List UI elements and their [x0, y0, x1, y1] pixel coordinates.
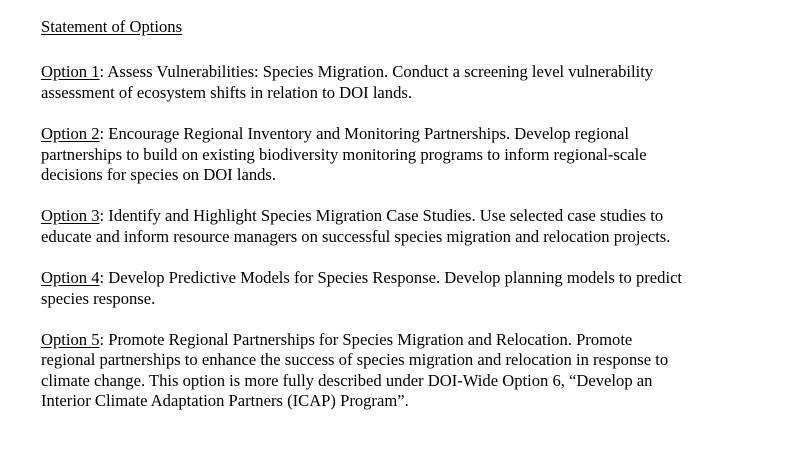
option-5-label: Option 5 — [41, 330, 100, 350]
option-4 — [41, 268, 776, 309]
option-3 — [41, 206, 776, 247]
option-5-text: : Promote Regional Partnerships for Species Migration and Relocation. Promote regional partnerships to enhance the success of species migration and relocation in response to climate change. This option is more fully described under DOI-Wide Option 6, “Develop an Interior Climate Adaptation Partners (ICAP) Program”. — [41, 330, 669, 411]
option-1-text: : Assess Vulnerabilities: Species Migration. Conduct a screening level vulnerability assessment of ecosystem shifts in relation to DOI lands. — [41, 62, 654, 102]
option-2 — [41, 124, 776, 185]
option-3-label: Option 3 — [41, 206, 100, 226]
option-5 — [41, 330, 776, 412]
option-3-text: : Identify and Highlight Species Migration Case Studies. Use selected case studies to educate and inform resource managers on successful species migration and relocation projects. — [41, 206, 671, 246]
option-2-label: Option 2 — [41, 124, 100, 144]
option-1 — [41, 62, 776, 103]
option-4-text: : Develop Predictive Models for Species Response. Develop planning models to predict species response. — [41, 268, 683, 308]
document-title: Statement of Options — [41, 17, 183, 36]
option-4-label: Option 4 — [41, 268, 100, 288]
option-2-text: : Encourage Regional Inventory and Monitoring Partnerships. Develop regional partnerships to build on existing biodiversity monitoring programs to inform regional-scale decisions for species on DOI lands. — [41, 124, 647, 185]
option-1-label: Option 1 — [41, 62, 100, 82]
document-page — [41, 17, 776, 433]
